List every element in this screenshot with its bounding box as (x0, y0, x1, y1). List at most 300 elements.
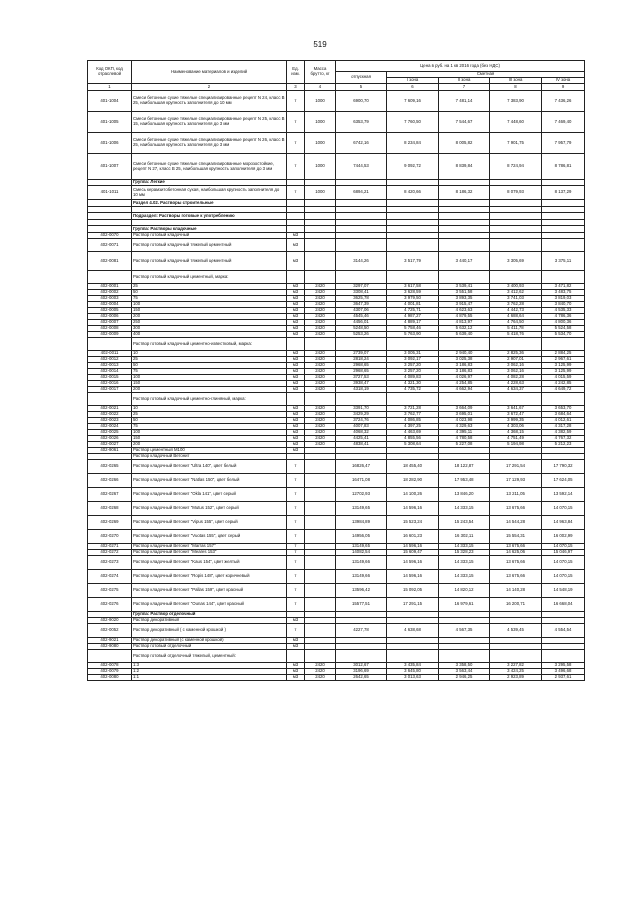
item-name: 100 (132, 430, 287, 436)
zone-1-price: 14 596,16 (387, 544, 439, 550)
zone-3-price (490, 239, 542, 252)
zone-4-price (542, 239, 585, 252)
item-code: 402-0267 (88, 488, 132, 502)
zone-4-price: 14 070,15 (542, 556, 585, 570)
zone-3-price: 13 211,05 (490, 488, 542, 502)
zone-1-price: 8 234,84 (387, 133, 439, 154)
zone-4-price: 3 125,99 (542, 369, 585, 375)
empty-cell (287, 200, 305, 207)
zone-4-price: 8 137,29 (542, 186, 585, 200)
release-price: 4227,78 (336, 624, 387, 638)
release-price: 2739,07 (336, 351, 387, 357)
item-unit: м3 (287, 406, 305, 412)
zone-2-price: 3 539,41 (439, 284, 490, 290)
item-mass: 2420 (305, 375, 336, 381)
table-row (88, 624, 585, 638)
item-mass: 2420 (305, 412, 336, 418)
table-row (88, 133, 585, 154)
release-price: 14082,54 (336, 550, 387, 556)
zone-3-price: 8 724,94 (490, 154, 542, 180)
release-price: 13596,42 (336, 584, 387, 598)
page-number: 519 (313, 40, 327, 49)
table-row (88, 91, 585, 112)
item-mass (305, 584, 336, 598)
zone-1-price: 18 455,40 (387, 460, 439, 474)
item-mass: 2420 (305, 314, 336, 320)
release-price: 14956,05 (336, 530, 387, 544)
item-mass: 2420 (305, 406, 336, 412)
item-code: 402-0008 (88, 326, 132, 332)
item-unit: м3 (287, 239, 305, 252)
item-unit: т (287, 91, 305, 112)
item-code: 402-0007 (88, 320, 132, 326)
release-price: 3429,29 (336, 412, 387, 418)
item-code: 402-0024 (88, 424, 132, 430)
zone-1-price: 4 889,17 (387, 320, 439, 326)
item-code: 402-0012 (88, 357, 132, 363)
column-number: 9 (542, 84, 585, 91)
item-name: Раствор готовый кладочный цементно-глиняный, марка: (132, 393, 287, 406)
table-row (88, 516, 585, 530)
zone-4-price: 4 786,36 (542, 314, 585, 320)
section-title: Группа: Растворы кладочные (132, 226, 287, 233)
release-price: 4318,19 (336, 387, 387, 393)
release-price: 6894,21 (336, 186, 387, 200)
zone-1-price: 14 596,16 (387, 570, 439, 584)
zone-2-price: 3 186,83 (439, 369, 490, 375)
item-name: 150 (132, 436, 287, 442)
item-name: Раствор кладочный Ветонит "Natlas 150", цвет белый (132, 474, 287, 488)
price-table (87, 60, 585, 681)
release-price: 2968,65 (336, 369, 387, 375)
item-code: 402-0079 (88, 669, 132, 675)
zone-3-price: 2 923,89 (490, 675, 542, 681)
item-name: 200 (132, 314, 287, 320)
empty-cell (336, 213, 387, 220)
item-name: 1:3 (132, 663, 287, 669)
item-unit: м3 (287, 436, 305, 442)
item-mass: 2420 (305, 326, 336, 332)
section-code-cell (88, 213, 132, 220)
item-unit: т (287, 570, 305, 584)
item-name: 250 (132, 320, 287, 326)
header-zone-4: IV зона (542, 78, 585, 84)
item-name: 300 (132, 326, 287, 332)
zone-2-price: 4 879,55 (439, 314, 490, 320)
item-mass: 2420 (305, 663, 336, 669)
item-code: 402-0009 (88, 332, 132, 338)
zone-4-price: 15 046,97 (542, 550, 585, 556)
zone-3-price: 4 442,73 (490, 308, 542, 314)
item-mass: 2420 (305, 320, 336, 326)
section-row (88, 213, 585, 220)
table-body (88, 61, 585, 681)
zone-2-price: 4 395,11 (439, 430, 490, 436)
zone-3-price: 7 901,75 (490, 133, 542, 154)
item-name: 75 (132, 424, 287, 430)
item-mass (305, 488, 336, 502)
zone-4-price: 16 668,04 (542, 598, 585, 612)
empty-cell (287, 226, 305, 233)
item-mass: 2420 (305, 302, 336, 308)
item-mass: 2420 (305, 369, 336, 375)
table-row (88, 393, 585, 406)
release-price: 13149,66 (336, 556, 387, 570)
item-name: 150 (132, 381, 287, 387)
zone-3-price: 14 544,28 (490, 516, 542, 530)
release-price: 3308,41 (336, 290, 387, 296)
zone-3-price: 4 368,15 (490, 430, 542, 436)
zone-2-price: 3 440,17 (439, 252, 490, 271)
item-name: Раствор кладочный Ветонит "Vipus 155", цвет серый (132, 516, 287, 530)
item-unit: т (287, 624, 305, 638)
table-row (88, 530, 585, 544)
table-row (88, 488, 585, 502)
release-price: 3724,76 (336, 418, 387, 424)
zone-1-price: 4 321,30 (387, 381, 439, 387)
release-price (336, 338, 387, 351)
zone-4-price: 5 534,70 (542, 332, 585, 338)
item-unit: м3 (287, 332, 305, 338)
zone-2-price: 4 254,85 (439, 381, 490, 387)
item-code: 402-0275 (88, 584, 132, 598)
zone-3-price: 4 688,64 (490, 314, 542, 320)
item-mass (305, 650, 336, 663)
item-code: 402-0003 (88, 296, 132, 302)
zone-4-price: 14 070,15 (542, 544, 585, 550)
empty-cell (439, 200, 490, 207)
release-price: 2968,65 (336, 363, 387, 369)
zone-3-price: 3 672,47 (490, 412, 542, 418)
zone-2-price: 4 662,94 (439, 387, 490, 393)
zone-1-price: 7 609,16 (387, 91, 439, 112)
zone-3-price: 4 764,50 (490, 320, 542, 326)
zone-4-price: 3 840,70 (542, 302, 585, 308)
zone-3-price: 3 062,16 (490, 369, 542, 375)
table-row (88, 252, 585, 271)
zone-4-price: 17 624,05 (542, 474, 585, 488)
zone-1-price: 4 086,85 (387, 418, 439, 424)
zone-1-price: 8 420,66 (387, 186, 439, 200)
zone-3-price: 3 762,28 (490, 302, 542, 308)
item-name: 50 (132, 290, 287, 296)
item-name: Смеси бетонные сухие тяжелые специализированные рецепт N 25, класс В 15, наибольшая крупность заполнителя до 3 мм (132, 112, 287, 133)
zone-3-price: 4 634,37 (490, 387, 542, 393)
zone-1-price: 9 092,72 (387, 154, 439, 180)
item-mass: 2420 (305, 357, 336, 363)
table-row (88, 502, 585, 516)
release-price: 15577,51 (336, 598, 387, 612)
item-unit: м3 (287, 369, 305, 375)
item-name: Раствор кладочный Ветонит "Vuotas 155", цвет серый (132, 530, 287, 544)
zone-2-price: 14 333,15 (439, 544, 490, 550)
item-mass: 1000 (305, 186, 336, 200)
item-mass: 2420 (305, 430, 336, 436)
item-name: Раствор кладочный Ветонит (132, 454, 287, 460)
item-unit: м3 (287, 418, 305, 424)
column-number: 3 (287, 84, 305, 91)
item-unit: м3 (287, 351, 305, 357)
item-mass: 2420 (305, 296, 336, 302)
item-unit: м3 (287, 308, 305, 314)
zone-4-price: 4 015,59 (542, 375, 585, 381)
section-code-cell (88, 200, 132, 207)
zone-1-price: 3 721,28 (387, 406, 439, 412)
zone-2-price (439, 239, 490, 252)
zone-4-price: 4 649,72 (542, 387, 585, 393)
zone-1-price: 4 725,71 (387, 308, 439, 314)
empty-cell (387, 213, 439, 220)
release-price: 4007,83 (336, 424, 387, 430)
zone-2-price: 15 243,54 (439, 516, 490, 530)
zone-4-price: 4 535,33 (542, 308, 585, 314)
item-code: 401-1004 (88, 91, 132, 112)
item-mass: 2420 (305, 290, 336, 296)
zone-1-price: 3 257,20 (387, 369, 439, 375)
zone-1-price: 3 257,20 (387, 363, 439, 369)
section-title: Подраздел: Растворы готовые к употреблению (132, 213, 287, 220)
item-name: 100 (132, 302, 287, 308)
table-row (88, 460, 585, 474)
zone-2-price: 3 893,35 (439, 296, 490, 302)
item-name: 10 (132, 406, 287, 412)
item-name: 150 (132, 308, 287, 314)
header-unit: Ед. изм. (287, 61, 305, 84)
zone-1-price: 7 760,50 (387, 112, 439, 133)
item-name: Раствор готовый кладочный цементный, марка: (132, 271, 287, 284)
zone-2-price (439, 393, 490, 406)
item-code: 402-0276 (88, 598, 132, 612)
item-mass: 2420 (305, 387, 336, 393)
release-price: 7444,53 (336, 154, 387, 180)
item-mass: 2420 (305, 669, 336, 675)
item-code: 402-0272 (88, 550, 132, 556)
zone-1-price: 3 979,50 (387, 296, 439, 302)
table-row (88, 239, 585, 252)
zone-2-price: 2 946,25 (439, 675, 490, 681)
zone-2-price: 2 940,40 (439, 351, 490, 357)
item-unit: м3 (287, 314, 305, 320)
empty-cell (439, 226, 490, 233)
item-code: 402-0271 (88, 544, 132, 550)
zone-2-price: 16 979,61 (439, 598, 490, 612)
item-name: Раствор кладочный Ветонит "Ultra 140", цвет белый (132, 460, 287, 474)
zone-4-price: 3 295,58 (542, 663, 585, 669)
item-mass: 2420 (305, 418, 336, 424)
zone-4-price: 3 125,99 (542, 363, 585, 369)
item-unit: т (287, 186, 305, 200)
release-price: 13149,65 (336, 502, 387, 516)
zone-1-price (387, 271, 439, 284)
zone-1-price: 3 013,63 (387, 675, 439, 681)
zone-2-price: 4 813,97 (439, 320, 490, 326)
release-price: 5253,26 (336, 332, 387, 338)
zone-1-price: 15 523,24 (387, 516, 439, 530)
zone-3-price: 13 675,66 (490, 556, 542, 570)
zone-2-price: 3 186,83 (439, 363, 490, 369)
item-mass: 2420 (305, 675, 336, 681)
item-unit: м3 (287, 326, 305, 332)
header-estimate: Сметная (387, 72, 585, 78)
zone-3-price: 7 448,60 (490, 112, 542, 133)
item-code: 402-0269 (88, 516, 132, 530)
item-code: 402-0005 (88, 308, 132, 314)
item-name: Раствор готовый отделочный тяжелый, цементный: (132, 650, 287, 663)
item-code: 402-0274 (88, 570, 132, 584)
item-mass (305, 530, 336, 544)
release-price: 3391,70 (336, 406, 387, 412)
item-mass: 2420 (305, 442, 336, 448)
zone-1-price: 5 308,64 (387, 442, 439, 448)
table-row (88, 650, 585, 663)
item-code: 402-9080 (88, 644, 132, 650)
zone-3-price (490, 650, 542, 663)
zone-3-price: 3 999,35 (490, 418, 542, 424)
zone-1-price: 3 762,77 (387, 412, 439, 418)
release-price (336, 393, 387, 406)
zone-4-price: 4 382,59 (542, 430, 585, 436)
section-row (88, 226, 585, 233)
release-price: 4456,01 (336, 320, 387, 326)
release-price: 3647,39 (336, 302, 387, 308)
item-name: 25 (132, 412, 287, 418)
zone-2-price: 14 820,12 (439, 584, 490, 598)
zone-1-price: 4 987,27 (387, 314, 439, 320)
item-mass (305, 252, 336, 271)
zone-2-price: 4 623,63 (439, 308, 490, 314)
empty-cell (490, 200, 542, 207)
empty-cell (439, 213, 490, 220)
zone-2-price: 3 664,09 (439, 406, 490, 412)
item-code: 402-0004 (88, 302, 132, 308)
item-name: 200 (132, 387, 287, 393)
zone-1-price: 18 282,90 (387, 474, 439, 488)
zone-1-price: 15 609,47 (387, 550, 439, 556)
item-name: 75 (132, 369, 287, 375)
zone-3-price: 3 062,16 (490, 363, 542, 369)
item-unit: м3 (287, 375, 305, 381)
item-name: 50 (132, 418, 287, 424)
zone-2-price: 4 780,58 (439, 436, 490, 442)
zone-2-price: 14 333,15 (439, 502, 490, 516)
item-mass: 2420 (305, 284, 336, 290)
zone-4-price: 3 653,70 (542, 406, 585, 412)
zone-3-price (490, 338, 542, 351)
zone-4-price: 4 012,61 (542, 418, 585, 424)
item-name: Раствор готовый кладочный (132, 233, 287, 239)
release-price: 13984,89 (336, 516, 387, 530)
item-code: 402-0011 (88, 351, 132, 357)
section-code-cell (88, 226, 132, 233)
zone-2-price: 4 023,98 (439, 418, 490, 424)
item-code: 402-0002 (88, 290, 132, 296)
column-number: 6 (387, 84, 439, 91)
zone-4-price: 7 469,40 (542, 112, 585, 133)
zone-4-price (542, 393, 585, 406)
zone-2-price: 5 632,12 (439, 326, 490, 332)
empty-cell (490, 213, 542, 220)
item-mass (305, 570, 336, 584)
item-unit: т (287, 474, 305, 488)
item-code: 402-0027 (88, 442, 132, 448)
release-price: 13149,65 (336, 544, 387, 550)
item-name: 400 (132, 332, 287, 338)
item-unit: т (287, 584, 305, 598)
zone-1-price: 4 001,81 (387, 302, 439, 308)
header-price-group: Цена в руб. на 1 кв 2016 года (без НДС) (336, 61, 585, 72)
zone-3-price: 14 140,28 (490, 584, 542, 598)
table-row (88, 154, 585, 180)
item-unit: м3 (287, 430, 305, 436)
table-row (88, 338, 585, 351)
zone-2-price: 7 481,14 (439, 91, 490, 112)
zone-3-price: 13 675,66 (490, 544, 542, 550)
table-row (88, 675, 585, 681)
zone-1-price: 4 855,56 (387, 436, 439, 442)
item-name: 25 (132, 284, 287, 290)
release-price: 3727,53 (336, 375, 387, 381)
zone-4-price: 3 471,82 (542, 284, 585, 290)
zone-3-price: 3 400,93 (490, 284, 542, 290)
table-row (88, 556, 585, 570)
zone-1-price: 14 596,16 (387, 556, 439, 570)
item-mass (305, 556, 336, 570)
item-name: Раствор готовый кладочный цементно-известковый, марка: (132, 338, 287, 351)
zone-3-price: 2 825,36 (490, 351, 542, 357)
item-code: 402-0078 (88, 663, 132, 669)
zone-1-price: 15 092,05 (387, 584, 439, 598)
item-name: 100 (132, 375, 287, 381)
item-mass (305, 460, 336, 474)
item-name: Раствор декоративный (с каменной крошкой) (132, 638, 287, 644)
zone-1-price: 4 397,25 (387, 424, 439, 430)
item-unit: м3 (287, 675, 305, 681)
item-unit: м3 (287, 424, 305, 430)
item-mass: 1000 (305, 91, 336, 112)
zone-3-price: 5 194,98 (490, 442, 542, 448)
zone-1-price: 14 100,26 (387, 488, 439, 502)
release-price (336, 271, 387, 284)
release-price: 3012,67 (336, 663, 387, 669)
zone-3-price: 7 383,90 (490, 91, 542, 112)
zone-1-price: 17 291,15 (387, 598, 439, 612)
zone-4-price (542, 271, 585, 284)
item-unit (287, 650, 305, 663)
zone-4-price: 4 767,32 (542, 436, 585, 442)
zone-3-price: 3 305,69 (490, 252, 542, 271)
section-row (88, 200, 585, 207)
item-mass: 2420 (305, 332, 336, 338)
section-title: Раздел 4.02. Растворы строительные (132, 200, 287, 207)
zone-2-price: 13 846,20 (439, 488, 490, 502)
zone-4-price: 5 524,58 (542, 326, 585, 332)
zone-1-price (387, 393, 439, 406)
column-number: 7 (439, 84, 490, 91)
release-price: 6900,70 (336, 91, 387, 112)
release-price: 2642,65 (336, 675, 387, 681)
item-code: 402-0021 (88, 406, 132, 412)
item-name: Смеси бетонные сухие тяжелые специализированные рецепт N 24, класс В 25, наибольшая крупность заполнителя до 10 мм (132, 91, 287, 112)
zone-4-price: 13 592,14 (542, 488, 585, 502)
item-name: Раствор кладочный Ветонит "Pallas 159", цвет красный (132, 584, 287, 598)
item-mass: 2420 (305, 381, 336, 387)
zone-1-price: 4 089,83 (387, 375, 439, 381)
item-unit: т (287, 516, 305, 530)
zone-2-price: 3 695,01 (439, 412, 490, 418)
table-row (88, 598, 585, 612)
item-code: 402-0270 (88, 530, 132, 544)
release-price: 4425,41 (336, 436, 387, 442)
